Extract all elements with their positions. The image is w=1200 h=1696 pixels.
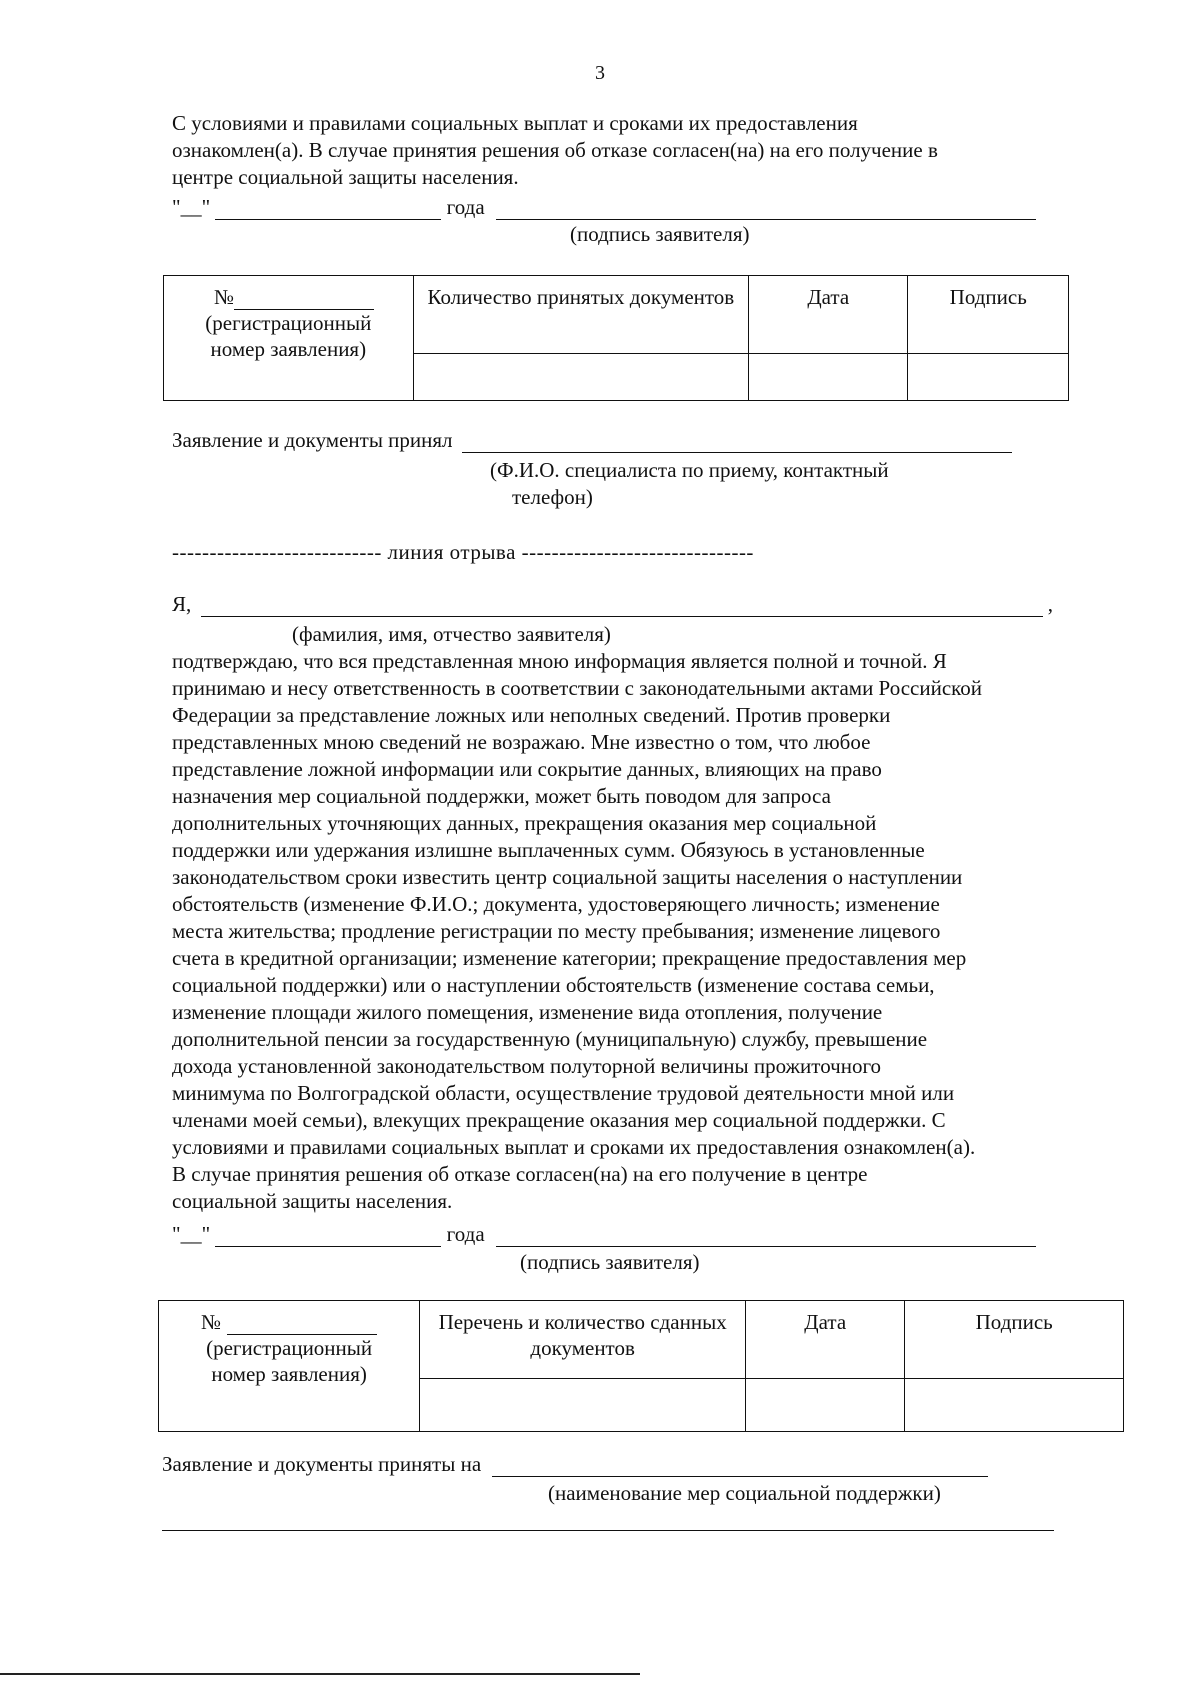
confirmation-line: принимаю и несу ответственность в соответствии с законодательными актами Российской [172, 676, 983, 700]
date-month-field[interactable] [215, 199, 441, 220]
date-year-label: года [446, 195, 485, 219]
confirmation-line: условиями и правилами социальных выплат и сроками их предоставления ознакомлен(а). [172, 1135, 976, 1159]
confirmation-line: членами моей семьи), влекущих прекращение оказания мер социальной поддержки. С [172, 1108, 946, 1132]
registration-table-2 [158, 1300, 1124, 1432]
support-measures-continuation-field[interactable] [162, 1510, 1054, 1531]
accepted-for-label: Заявление и документы приняты на [162, 1452, 482, 1476]
accepted-by-field[interactable] [462, 432, 1012, 453]
confirmation-line: представленных мною сведений не возражаю. Мне известно о том, что любое [172, 730, 871, 754]
confirmation-line: законодательством сроки известить центр социальной защиты населения о наступлении [172, 865, 963, 889]
confirmation-line: изменение площади жилого помещения, изменение вида отопления, получение [172, 1000, 883, 1024]
signature-caption-2: (подпись заявителя) [520, 1250, 700, 1274]
col-header-documents-list: Перечень и количество сданных документов [420, 1301, 746, 1379]
col-header-date: Дата [746, 1301, 905, 1379]
consent-paragraph-1 [172, 110, 1102, 191]
consent-line: С условиями и правилами социальных выплат и сроками их предоставления [172, 111, 858, 135]
confirmation-paragraph [172, 648, 1102, 1215]
confirmation-line: поддержки или удержания излишне выплаченных сумм. Обязуюсь в установленные [172, 838, 925, 862]
accepted-by-row [172, 428, 1012, 454]
date-signature-row-1 [172, 195, 1036, 221]
confirmation-line: представление ложной информации или сокрытие данных, влияющих на право [172, 757, 882, 781]
registration-table-1 [163, 275, 1069, 401]
i-label: Я, [172, 592, 192, 616]
confirmation-line: дополнительной пенсии за государственную (муниципальную) службу, превышение [172, 1027, 928, 1051]
confirmation-line: минимума по Волгоградской области, осуществление трудовой деятельности мной или [172, 1081, 955, 1105]
col-header-signature: Подпись [905, 1301, 1124, 1379]
accepted-for-row [162, 1452, 988, 1478]
col-header-date: Дата [749, 276, 908, 354]
applicant-signature-field[interactable] [496, 199, 1036, 220]
confirmation-line: назначения мер социальной поддержки, может быть поводом для запроса [172, 784, 831, 808]
registration-number-field[interactable] [227, 1316, 377, 1335]
comma: , [1047, 592, 1054, 616]
number-sign: № [214, 285, 235, 309]
confirmation-line: дополнительных уточняющих данных, прекращения оказания мер социальной [172, 811, 877, 835]
confirmation-line: социальной защиты населения. [172, 1189, 453, 1213]
col-header-documents-count: Количество принятых документов [413, 276, 748, 354]
registration-number-caption: (регистрационный номер заявления) [206, 1336, 373, 1386]
specialist-caption-line1: (Ф.И.О. специалиста по приему, контактный [490, 458, 889, 482]
registration-number-field[interactable] [234, 291, 374, 310]
confirmation-line: В случае принятия решения об отказе согласен(на) на его получение в центре [172, 1162, 868, 1186]
confirmation-line: Федерации за представление ложных или неполных сведений. Против проверки [172, 703, 891, 727]
documents-count-cell[interactable] [413, 353, 748, 400]
applicant-signature-field[interactable] [496, 1226, 1036, 1247]
support-measures-caption: (наименование мер социальной поддержки) [548, 1481, 941, 1505]
consent-line: центре социальной защиты населения. [172, 165, 519, 189]
page-number: 3 [595, 62, 605, 84]
applicant-name-field[interactable] [201, 596, 1043, 617]
date-year-label: года [446, 1222, 485, 1246]
registration-number-cell [159, 1301, 420, 1432]
specialist-caption-line2: телефон) [512, 485, 593, 509]
confirmation-line: социальной поддержки) или о наступлении обстоятельств (изменение состава семьи, [172, 973, 935, 997]
date-day-field[interactable]: "__" [172, 195, 211, 219]
applicant-name-row [172, 592, 1053, 618]
date-cell[interactable] [749, 353, 908, 400]
documents-list-cell[interactable] [420, 1378, 746, 1431]
applicant-name-caption: (фамилия, имя, отчество заявителя) [292, 622, 611, 646]
confirmation-line: дохода установленной законодательством полуторной величины прожиточного [172, 1054, 882, 1078]
confirmation-line: места жительства; продление регистрации по месту пребывания; изменение лицевого [172, 919, 941, 943]
confirmation-line: подтверждаю, что вся представленная мною информация является полной и точной. Я [172, 649, 947, 673]
signature-cell[interactable] [905, 1378, 1124, 1431]
accepted-by-label: Заявление и документы принял [172, 428, 453, 452]
date-cell[interactable] [746, 1378, 905, 1431]
number-sign: № [201, 1310, 222, 1334]
registration-number-caption: (регистрационный номер заявления) [205, 311, 372, 361]
consent-line: ознакомлен(а). В случае принятия решения об отказе согласен(на) на его получение в [172, 138, 938, 162]
tear-off-line: ---------------------------- линия отрыва ------------------------------- [172, 540, 754, 564]
signature-cell[interactable] [908, 353, 1069, 400]
col-header-signature: Подпись [908, 276, 1069, 354]
registration-number-cell [164, 276, 414, 401]
confirmation-line: счета в кредитной организации; изменение категории; прекращение предоставления мер [172, 946, 967, 970]
date-day-field[interactable]: "__" [172, 1222, 211, 1246]
signature-caption-1: (подпись заявителя) [570, 222, 750, 246]
support-measures-field[interactable] [492, 1456, 988, 1477]
date-signature-row-2 [172, 1222, 1036, 1248]
bottom-divider [0, 1673, 640, 1675]
date-month-field[interactable] [215, 1226, 441, 1247]
confirmation-line: обстоятельств (изменение Ф.И.О.; документа, удостоверяющего личность; изменение [172, 892, 940, 916]
